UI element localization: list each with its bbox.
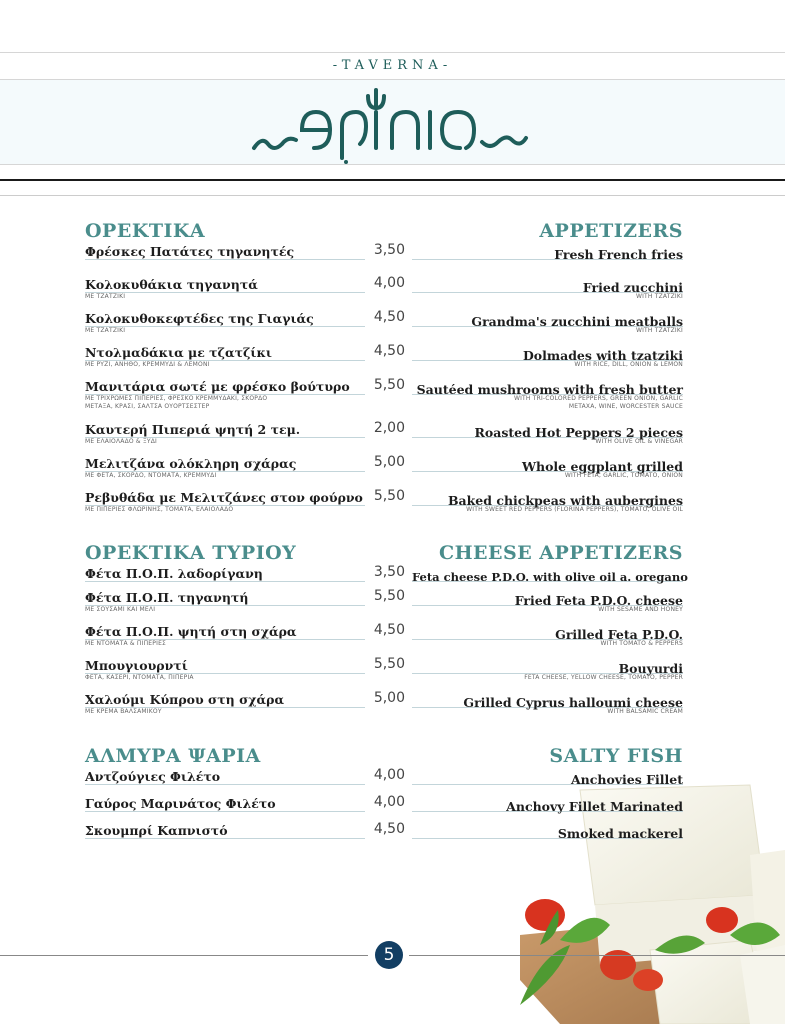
footer-rule-left — [0, 955, 368, 956]
item-name: Φρέσκες Πατάτες τηγανητές — [85, 244, 295, 259]
item-name: Μελιτζάνα ολόκληρη σχάρας — [85, 456, 297, 471]
item-description: ΜΕ ΤΖΑΤΖΙΚΙ — [85, 293, 126, 300]
menu-item — [412, 277, 683, 311]
item-name: Κολοκυθάκια τηγανητά — [85, 277, 258, 292]
menu-item — [85, 456, 405, 490]
item-description: WITH SWEET RED PEPPERS (FLORINA PEPPERS), TOMATO, OLIVE OIL — [466, 506, 683, 513]
item-description: ΦΕΤΑ, ΚΑΣΕΡΙ, ΝΤΟΜΑΤΑ, ΠΙΠΕΡΙΑ — [85, 674, 194, 681]
item-description: ΜΕ ΦΕΤΑ, ΣΚΟΡΔΟ, ΝΤΟΜΑΤΑ, ΚΡΕΜΜΥΔΙ — [85, 472, 217, 479]
item-name: Αντζούγιες Φιλέτο — [85, 769, 221, 784]
menu-item — [412, 244, 683, 277]
item-name: Grilled Feta P.D.O. — [555, 627, 683, 642]
item-name: Dolmades with tzatziki — [522, 348, 683, 363]
item-description: METAXA, WINE, WORCESTER SAUCE — [568, 403, 683, 410]
item-price: 3,50 — [373, 564, 405, 580]
menu-item — [85, 796, 405, 823]
item-name: Grandma's zucchini meatballs — [471, 314, 683, 329]
menu-item — [85, 769, 405, 796]
item-description: WITH TZATZIKI — [635, 327, 683, 334]
footer-rule-right — [409, 955, 785, 956]
item-description: WITH OLIVE OIL & VINEGAR — [595, 438, 683, 445]
item-price: 4,50 — [373, 821, 405, 837]
top-rule — [0, 52, 785, 53]
item-price: 3,50 — [373, 242, 405, 258]
item-name: Fried zucchini — [582, 280, 683, 295]
item-name: Καυτερή Πιπεριά ψητή 2 τεμ. — [85, 422, 301, 437]
item-description: WITH RICE, DILL, ONION & LEMON — [574, 361, 683, 368]
item-name: Fresh French fries — [554, 247, 683, 262]
item-name: Smoked mackerel — [557, 826, 683, 841]
item-price: 5,50 — [373, 377, 405, 393]
item-name: Γαύρος Μαρινάτος Φιλέτο — [85, 796, 276, 811]
menu-item — [85, 490, 405, 540]
menu-item — [85, 590, 405, 624]
logo-icon — [250, 86, 530, 164]
item-description: ΜΕ ΤΖΑΤΖΙΚΙ — [85, 327, 126, 334]
menu-item — [412, 658, 683, 692]
item-name: Roasted Hot Peppers 2 pieces — [474, 425, 683, 440]
item-price: 4,00 — [373, 767, 405, 783]
heavy-rule — [0, 179, 785, 181]
menu-item — [412, 769, 683, 796]
item-price: 5,00 — [373, 454, 405, 470]
item-description: ΜΕ ΣΟΥΣΑΜΙ ΚΑΙ ΜΕΛΙ — [85, 606, 156, 613]
item-name: Anchovy Fillet Marinated — [506, 799, 683, 814]
item-description: ΜΕ ΚΡΕΜΑ ΒΑΛΣΑΜΙΚΟΥ — [85, 708, 162, 715]
item-name: Sautéed mushrooms with fresh butter — [416, 382, 683, 397]
item-description: ΜΕ ΝΤΟΜΑΤΑ & ΠΙΠΕΡΙΕΣ — [85, 640, 167, 647]
menu-item — [412, 796, 683, 823]
item-name: Φέτα Π.Ο.Π. ψητή στη σχάρα — [85, 624, 297, 639]
item-description: WITH SESAME AND HONEY — [598, 606, 683, 613]
item-name: Φέτα Π.Ο.Π. λαδορίγανη — [85, 566, 263, 581]
menu-item — [412, 590, 683, 624]
item-price: 5,50 — [373, 588, 405, 604]
menu-item — [85, 244, 405, 277]
item-name: Bouyurdi — [618, 661, 683, 676]
item-price: 4,50 — [373, 343, 405, 359]
item-name: Χαλούμι Κύπρου στη σχάρα — [85, 692, 285, 707]
item-description: ΜΕ ΡΥΖΙ, ΑΝΗΘΟ, ΚΡΕΜΜΥΔΙ & ΛΕΜΟΝΙ — [85, 361, 210, 368]
menu-item — [85, 658, 405, 692]
item-name: Feta cheese P.D.O. with olive oil a. oregano — [412, 570, 688, 584]
item-name: Φέτα Π.Ο.Π. τηγανητή — [85, 590, 249, 605]
menu-item — [412, 823, 683, 850]
menu-item — [85, 277, 405, 311]
item-price: 5,50 — [373, 488, 405, 504]
item-name: Ρεβυθάδα με Μελιτζάνες στον φούρνο — [85, 490, 363, 505]
menu-item — [412, 379, 683, 422]
item-description: WITH TZATZIKI — [635, 293, 683, 300]
item-name: Anchovies Fillet — [570, 772, 683, 787]
menu-item — [412, 624, 683, 658]
menu-item — [85, 422, 405, 456]
item-name: Baked chickpeas with aubergines — [447, 493, 683, 508]
item-price: 4,00 — [373, 275, 405, 291]
item-price: 2,00 — [373, 420, 405, 436]
item-name: Μανιτάρια σωτέ με φρέσκο βούτυρο — [85, 379, 350, 394]
item-name: Ντολμαδάκια με τζατζίκι — [85, 345, 272, 360]
section-title-cheese-appetizers: CHEESE APPETIZERS — [438, 542, 683, 564]
section-title-almyra-psaria: ΑΛΜΥΡΑ ΨΑΡΙΑ — [85, 745, 261, 767]
menu-item — [412, 422, 683, 456]
menu-item — [85, 692, 405, 743]
greek-menu-column — [85, 218, 405, 850]
item-description: WITH TOMATO & PEPPERS — [600, 640, 683, 647]
item-name: Grilled Cyprus halloumi cheese — [463, 695, 683, 710]
tagline: -TAVERNA- — [332, 58, 453, 73]
item-description: WITH BALSAMIC CREAM — [607, 708, 683, 715]
item-description: WITH TRI-COLORED PEPPERS, GREEN ONION, GARLIC — [513, 395, 683, 402]
item-name: Μπουγιουρντί — [85, 658, 188, 673]
item-name: Fried Feta P.D.O. cheese — [514, 593, 683, 608]
rule — [0, 195, 785, 196]
item-description: ΜΕ ΤΡΙΧΡΩΜΕΣ ΠΙΠΕΡΙΕΣ, ΦΡΕΣΚΟ ΚΡΕΜΜΥΔΑΚΙ, ΣΚΟΡΔΟ — [85, 395, 268, 402]
item-description: ΜΕ ΠΙΠΕΡΙΕΣ ΦΛΩΡΙΝΗΣ, ΤΟΜΑΤΑ, ΕΛΑΙΟΛΑΔΟ — [85, 506, 234, 513]
section-title-appetizers: APPETIZERS — [539, 220, 683, 242]
menu-item — [412, 456, 683, 490]
item-description: ΜΕΤΑΞΑ, ΚΡΑΣΙ, ΣΑΛΤΣΑ ΟΥΟΡΤΣΕΣΤΕΡ — [85, 403, 210, 410]
item-description: WITH FETA, GARLIC, TOMATO, ONION — [564, 472, 683, 479]
page-number-badge: 5 — [375, 941, 403, 969]
item-name: Σκουμπρί Καπνιστό — [85, 823, 228, 838]
item-name: Whole eggplant grilled — [521, 459, 683, 474]
item-price: 4,50 — [373, 622, 405, 638]
english-menu-column — [412, 218, 688, 850]
menu-item — [412, 345, 683, 379]
item-price: 5,50 — [373, 656, 405, 672]
item-price: 4,00 — [373, 794, 405, 810]
menu-item — [412, 311, 683, 345]
section-title-orektika-tyriou: ΟΡΕΚΤΙΚΑ ΤΥΡΙΟΥ — [85, 542, 297, 564]
item-price: 4,50 — [373, 309, 405, 325]
item-description: FETA CHEESE, YELLOW CHEESE, TOMATO, PEPPER — [524, 674, 683, 681]
menu-item — [85, 379, 405, 422]
menu-item — [85, 624, 405, 658]
item-name: Κολοκυθοκεφτέδες της Γιαγιάς — [85, 311, 314, 326]
rule — [0, 164, 785, 165]
section-title-orektika: ΟΡΕΚΤΙΚΑ — [85, 220, 206, 242]
menu-item — [85, 823, 405, 850]
menu-item — [412, 692, 683, 743]
item-price: 5,00 — [373, 690, 405, 706]
item-description: ΜΕ ΕΛΑΙΟΛΑΔΟ & ΞΥΔΙ — [85, 438, 158, 445]
menu-item — [412, 490, 683, 540]
menu-item — [412, 566, 688, 590]
menu-item — [85, 345, 405, 379]
menu-item — [85, 566, 405, 590]
section-title-salty-fish: SALTY FISH — [549, 745, 683, 767]
menu-item — [85, 311, 405, 345]
